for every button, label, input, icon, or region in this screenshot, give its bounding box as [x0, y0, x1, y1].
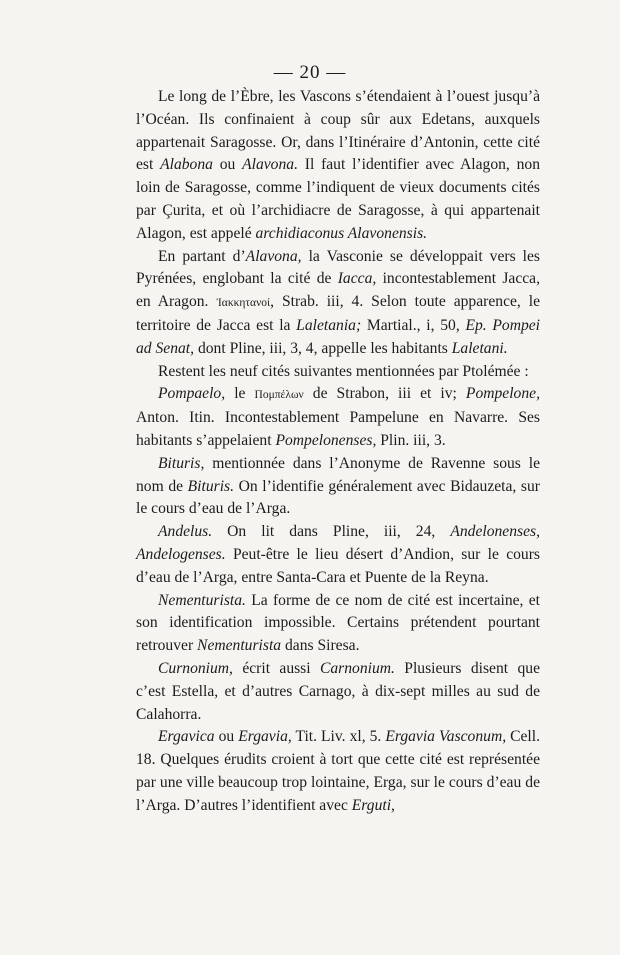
text-run: incontestablement Jacca, en Aragon.: [136, 270, 540, 311]
italic-term: Curnonium,: [158, 659, 233, 677]
paragraph: [136, 658, 540, 726]
italic-term: Pompaelo,: [158, 385, 226, 403]
paragraph: [136, 383, 540, 452]
italic-term: Laletania;: [296, 316, 362, 334]
italic-term: Laletani.: [451, 339, 508, 357]
italic-term: Ergavia,: [238, 728, 292, 746]
text-run: Peut-être le lieu désert d’Andion, sur le cours d’eau de l’Arga, entre Santa-Cara et Puente de la Reyna.: [136, 545, 540, 586]
text-run: On lit dans Pline, iii, 24,: [212, 523, 451, 541]
text-run: On l’identifie généralement avec Bidauzeta, sur le cours d’eau de l’Arga.: [136, 477, 540, 518]
italic-term: archidiaconus Alavonensis.: [255, 224, 428, 242]
text-run: écrit aussi: [232, 659, 320, 677]
text-run: le: [225, 385, 255, 403]
text-run: ou: [212, 156, 243, 174]
italic-term: Pompelone,: [465, 385, 540, 403]
greek-term: Πομπέλων: [254, 389, 304, 402]
italic-term: Alavona,: [245, 247, 302, 265]
text-run: En partant d’: [158, 247, 246, 265]
text-run: Plusieurs disent que c’est Estella, et d’autres Carnago, à dix-sept milles au sud de Calahorra.: [136, 659, 540, 723]
italic-term: Andelus.: [158, 523, 213, 541]
text-run: dont Pline, iii, 3, 4, appelle les habitants: [194, 339, 452, 357]
paragraph: [136, 361, 540, 384]
italic-term: Ep. Pompei ad Senat,: [136, 316, 541, 357]
text-run: Cell. 18. Quelques érudits croient à tort que cette cité est représentée par une ville beaucoup trop lointaine, Erga, sur le cours d’eau de l’Arga. D’autres l’identifient avec: [136, 728, 540, 814]
italic-term: Iacca,: [337, 270, 377, 288]
italic-term: Ergavica: [158, 728, 215, 746]
text-run: Plin. iii, 3.: [376, 431, 446, 449]
paragraph: [136, 521, 540, 589]
italic-term: Erguti,: [351, 796, 395, 814]
paragraph: [136, 86, 540, 246]
text-run: ou: [214, 728, 239, 746]
text-run: mentionnée dans l’Anonyme de Ravenne sous le nom de: [136, 454, 540, 495]
paragraph: [136, 246, 540, 361]
italic-term: Alabona: [160, 156, 213, 174]
paragraph: [136, 726, 540, 817]
italic-term: Ergavia Vasconum,: [385, 728, 507, 746]
text-run: Tit. Liv. xl, 5.: [291, 728, 386, 746]
text-run: La forme de ce nom de cité est incertaine, et son identification impossible. Certains prétendent pourtant retrouver: [136, 591, 540, 655]
italic-term: Carnonium.: [319, 659, 395, 677]
italic-term: Andelonenses, Andelogenses.: [136, 523, 540, 563]
paragraph: [136, 590, 540, 658]
text-run: Martial., i, 50,: [361, 316, 466, 334]
italic-term: Bituris.: [187, 477, 234, 495]
text-run: Il faut l’identifier avec Alagon, non loin de Saragosse, comme l’indiquent de vieux documents cités par Çurita, et où l’archidiacre de Saragosse, à qui appartenait Alagon, est appelé: [136, 156, 540, 242]
text-run: , Strab. iii, 4. Selon toute apparence, le territoire de Jacca est la: [136, 293, 540, 334]
italic-term: Nementurista.: [158, 591, 246, 609]
text-run: la Vasconie se développait vers les Pyrénées, englobant la cité de: [136, 247, 540, 288]
italic-term: Nementurista: [197, 637, 282, 655]
text-run: Anton. Itin. Incontestablement Pampelune en Navarre. Ses habitants s’appelaient: [136, 409, 540, 449]
italic-term: Alavona.: [242, 156, 298, 174]
body-text: [136, 86, 540, 818]
italic-term: Bituris,: [158, 454, 205, 472]
text-run: de Strabon, iii et iv;: [303, 385, 466, 403]
paragraph: [136, 453, 540, 521]
text-run: dans Siresa.: [281, 637, 360, 655]
text-run: Restent les neuf cités suivantes mentionnées par Ptolémée :: [158, 362, 529, 380]
italic-term: Pompelonenses,: [275, 431, 377, 449]
greek-term: Ἰακκητανοί: [216, 297, 271, 310]
page-number: — 20 —: [273, 62, 347, 83]
text-run: Le long de l’Èbre, les Vascons s’étendaient à l’ouest jusqu’à l’Océan. Ils confinaient à coup sûr aux Edetans, auxquels appartenait Saragosse. Or, dans l’Itinéraire d’Antonin, cette cité est: [136, 88, 540, 174]
